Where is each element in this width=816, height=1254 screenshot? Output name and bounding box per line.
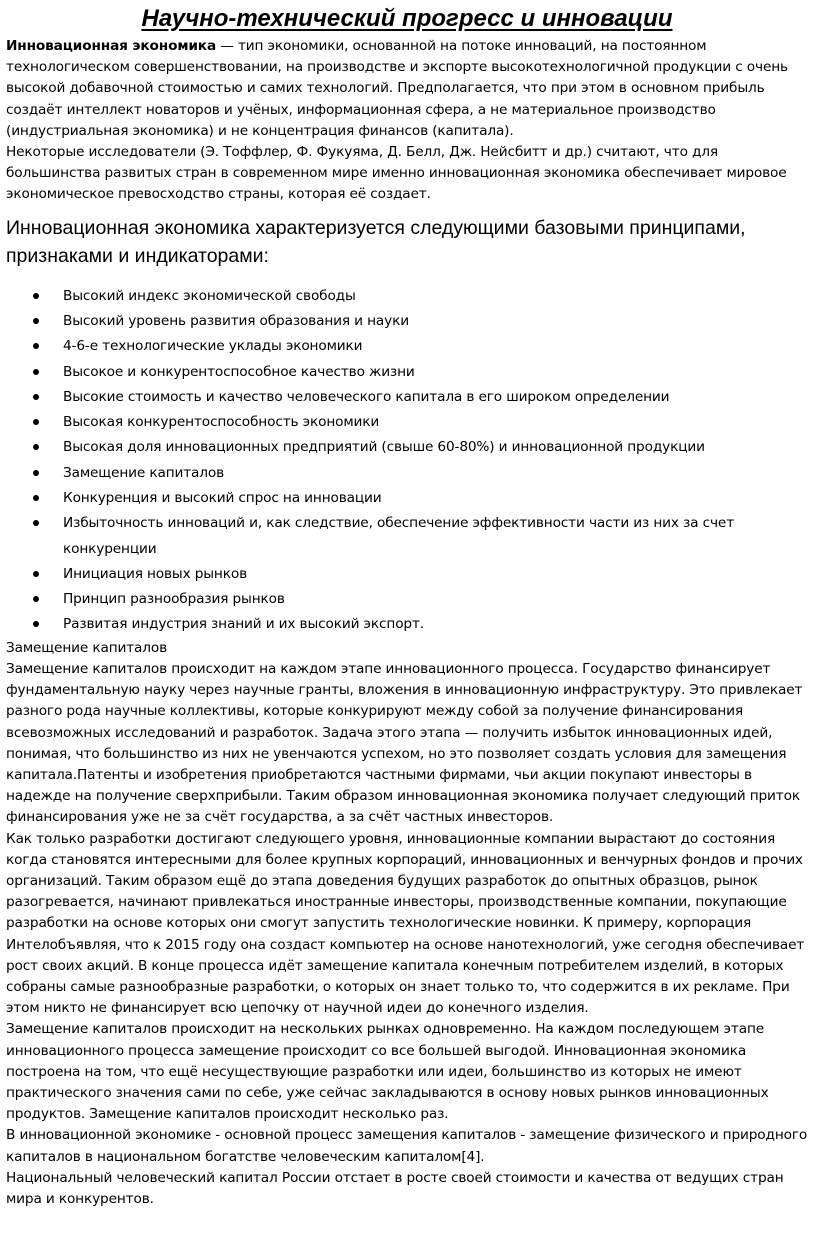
list-item-text: Развитая индустрия знаний и их высокий экспорт. <box>63 616 424 633</box>
intro-term: Инновационная экономика <box>6 38 217 54</box>
list-item-text: Высокая конкурентоспособность экономики <box>63 414 380 431</box>
list-item-text: Высокий уровень развития образования и науки <box>63 312 409 329</box>
list-item <box>6 284 808 309</box>
bullet-icon <box>33 571 39 577</box>
bullet-icon <box>33 318 39 324</box>
intro-block <box>6 36 808 206</box>
list-item <box>6 461 808 486</box>
list-item-text: Замещение капиталов <box>63 464 225 481</box>
list-item <box>6 334 808 359</box>
page-title: Научно-технический прогресс и инновации <box>141 5 673 32</box>
list-item-text: Принцип разнообразия рынков <box>63 591 285 608</box>
list-item-text: Избыточность инноваций и, как следствие, обеспечение эффективности части из них за счет конкуренции <box>63 515 735 557</box>
section-heading: Замещение капиталов <box>6 639 168 656</box>
section-paragraph: Национальный человеческий капитал России отстает в росте своей стоимости и качества от ведущих стран мира и конкурентов. <box>6 1169 784 1208</box>
intro-definition: — тип экономики, основанной на потоке инноваций, на постоянном технологическом совершенствовании, на производстве и экспорте высокотехнологичной продукции с очень высокой добавочной стоимостью и самих технологий. Предполагается, что при этом в основном прибыль создаёт интеллект новаторов и учёных, информационная сфера, а не материальное производство (индустриальная экономика) и не концентрация финансов (капитала). <box>6 38 788 139</box>
list-item <box>6 410 808 435</box>
list-item-text: Высокие стоимость и качество человеческого капитала в его широком определении <box>63 388 670 405</box>
bullet-icon <box>33 444 39 450</box>
list-item <box>6 562 808 587</box>
section-paragraph: Как только разработки достигают следующего уровня, инновационные компании вырастают до состояния когда становятся интересными для более крупных корпораций, инновационных и венчурных фондов и прочих организаций. Таким образом ещё до этапа доведения будущих разработок до опытных образцов, рынок разогревается, начинают привлекаться иностранные инвесторы, производственные компании, покупающие разработки на основе которых они смогут запустить технологические новинки. К примеру, корпорация Интелобъявляя, что к 2015 году она создаст компьютер на основе нанотехнологий, уже сегодня обеспечивает рост своих акций. В конце процесса идёт замещение капитала конечным потребителем изделий, в которых собраны самые разнообразные разработки, о которых он знает только то, что содержится в их рекламе. При этом никто не финансирует всю цепочку от научной идеи до конечного изделия. <box>6 830 805 1017</box>
intro-researchers-paragraph: Некоторые исследователи (Э. Тоффлер, Ф. Фукуяма, Д. Белл, Дж. Нейсбитт и др.) считают, что для большинства развитых стран в современном мире именно инновационная экономика обеспечивает мировое экономическое превосходство страны, которая её создает. <box>6 144 787 203</box>
intro-definition-paragraph <box>6 36 808 142</box>
bullet-icon <box>33 495 39 501</box>
list-item <box>6 612 808 637</box>
bullet-icon <box>33 419 39 425</box>
section-paragraph: В инновационной экономике - основной процесс замещения капиталов - замещение физического и природного капиталов в национальном богатстве человеческим капиталом[4]. <box>6 1127 808 1165</box>
principles-list <box>6 284 808 638</box>
bullet-icon <box>33 596 39 602</box>
list-item <box>6 587 808 612</box>
capital-substitution-section <box>6 638 808 1210</box>
list-item <box>6 486 808 511</box>
list-item-text: Инициация новых рынков <box>63 565 247 582</box>
list-item <box>6 435 808 460</box>
bullet-icon <box>33 369 39 375</box>
list-item <box>6 309 808 334</box>
bullet-icon <box>33 520 39 526</box>
bullet-icon <box>33 293 39 299</box>
list-item <box>6 385 808 410</box>
list-item <box>6 511 808 562</box>
list-item-text: Высокое и конкурентоспособное качество жизни <box>63 363 415 380</box>
bullet-icon <box>33 470 39 476</box>
bullet-icon <box>33 394 39 400</box>
section-paragraph: Замещение капиталов происходит на каждом этапе инновационного процесса. Государство финансирует фундаментальную науку через научные гранты, вложения в инновационную инфраструктуру. Это привлекает разного рода научные коллективы, которые конкурируют между собой за получение финансирования всевозможных исследований и разработок. Задача этого этапа — получить избыток инновационных идей, понимая, что большинство из них не увенчаются успехом, но это позволяет создать условия для замещения капитала.Патенты и изобретения приобретаются частными фирмами, чьи акции покупают инвесторы в надежде на получение сверхприбыли. Таким образом инновационная экономика получает следующий приток финансирования уже не за счёт государства, а за счёт частных инвесторов. <box>6 660 803 826</box>
bullet-icon <box>33 621 39 627</box>
list-item-text: 4-6-е технологические уклады экономики <box>63 338 363 355</box>
list-item-text: Высокая доля инновационных предприятий (свыше 60-80%) и инновационной продукции <box>63 439 705 456</box>
principles-heading: Инновационная экономика характеризуется следующими базовыми принципами, признаками и индикаторами: <box>6 216 746 267</box>
list-item <box>6 360 808 385</box>
list-item-text: Конкуренция и высокий спрос на инновации <box>63 490 382 506</box>
list-item-text: Высокий индекс экономической свободы <box>63 287 356 304</box>
bullet-icon <box>33 343 39 349</box>
section-paragraph: Замещение капиталов происходит на нескольких рынках одновременно. На каждом последующем этапе инновационного процесса замещение происходит со все большей выгодой. Инновационная экономика построена на том, что ещё несуществующие разработки или идеи, большинство из которых не имеют практического значения сами по себе, уже сейчас закладываются в основу новых рынков инновационных продуктов. Замещение капиталов происходит несколько раз. <box>6 1021 769 1123</box>
